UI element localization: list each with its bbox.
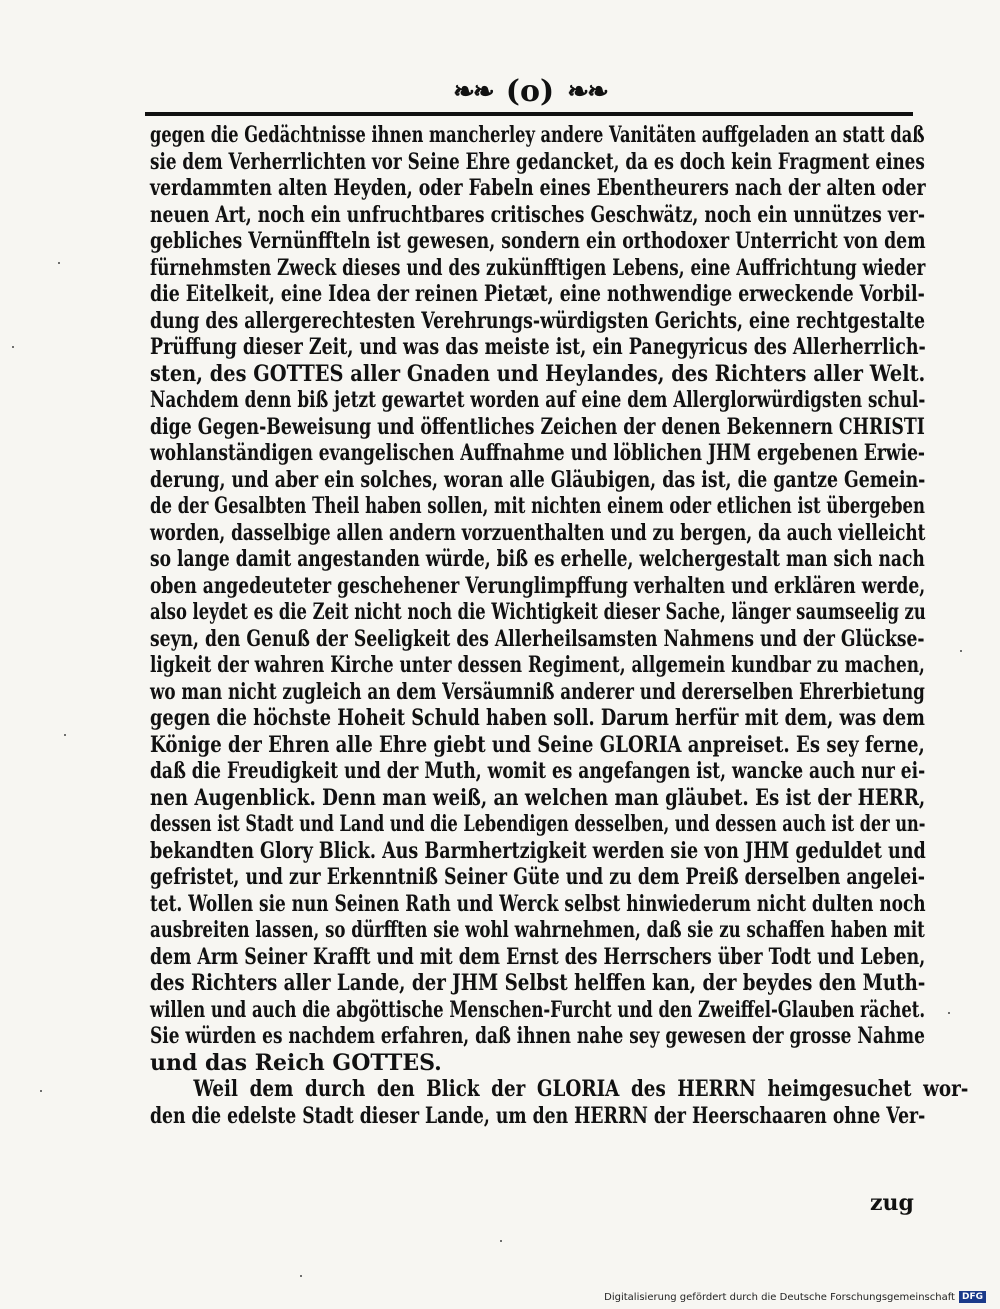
text-line: sten, des GOTTES aller Gnaden und Heylandes, des Richters aller Welt. [150, 360, 926, 387]
text-line: die Eitelkeit, eine Idea der reinen Pietæt, eine nothwendige erweckende Vorbil- [150, 281, 925, 307]
page-header [145, 74, 915, 114]
text-line: gebliches Vernünffteln ist gewesen, sondern ein orthodoxer Unterricht von dem [150, 228, 926, 254]
scan-speck [12, 346, 14, 348]
text-line: wo man nicht zugleich an dem Versäumniß anderer und dererselben Ehrerbietung [150, 678, 925, 705]
text-line: des Richters aller Lande, der JHM Selbst helffen kan, der beydes den Muth- [150, 970, 926, 996]
text-line: gegen die Gedächtnisse ihnen mancherley andere Vanitäten auffgeladen an statt daß [150, 122, 925, 148]
scan-speck [64, 734, 66, 736]
text-line: willen und auch die abgöttische Menschen-Furcht und den Zweiffel-Glauben rächet. [150, 996, 926, 1023]
header-rule [145, 112, 913, 116]
page-mark: (o) [505, 74, 555, 109]
footer-credit: Digitalisierung gefördert durch die Deutsche Forschungsgemeinschaft [604, 1291, 955, 1303]
text-line: Sie würden es nachdem erfahren, daß ihnen nahe sey gewesen der grosse Nahme [150, 1023, 925, 1049]
text-line: neuen Art, noch ein unfruchtbares critisches Geschwätz, noch ein unnützes ver- [150, 201, 925, 228]
text-line: Prüffung dieser Zeit, und was das meiste ist, ein Panegyricus des Allerherrlich- [150, 334, 926, 360]
text-line: also leydet es die Zeit nicht noch die Wichtigkeit dieser Sache, länger saumseelig zu [150, 599, 926, 625]
scan-speck [500, 1240, 502, 1242]
paragraph-end-line: und das Reich GOTTES. [150, 1049, 442, 1076]
scan-speck [300, 1275, 302, 1277]
text-line: wohlanständigen evangelischen Auffnahme und löblichen JHM ergebenen Erwie- [150, 440, 925, 466]
scan-speck [58, 262, 60, 264]
text-line: ligkeit der wahren Kirche unter dessen Regiment, allgemein kundbar zu machen, [150, 652, 925, 678]
scan-speck [960, 650, 962, 652]
text-line: ausbreiten lassen, so dürfften sie wohl wahrnehmen, daß sie zu schaffen haben mit [150, 917, 925, 943]
text-line: dessen ist Stadt und Land und die Lebendigen desselben, und dessen auch ist der un- [150, 811, 926, 837]
text-line: so lange damit angestanden würde, biß es erhelle, welchergestalt man sich nach [150, 546, 925, 572]
header-ornament-right: ❧❧ [567, 76, 607, 107]
text-line: dem Arm Seiner Krafft und mit dem Ernst des Herrschers über Todt und Leben, [150, 943, 926, 970]
text-line: gegen die höchste Hoheit Schuld haben soll. Darum herfür mit dem, was dem [150, 705, 925, 731]
text-line: nen Augenblick. Denn man weiß, an welchen man gläubet. Es ist der HERR, [150, 784, 926, 811]
header-ornament-left: ❧❧ [453, 76, 493, 107]
text-line: sie dem Verherrlichten vor Seine Ehre gedancket, da es doch kein Fragment eines [150, 148, 925, 175]
text-line: seyn, den Genuß der Seeligkeit des Allerheilsamsten Nahmens und der Glückse- [150, 625, 925, 652]
text-line: derung, und aber ein solches, woran alle Gläubigen, das ist, die gantze Gemein- [150, 466, 926, 493]
text-line: daß die Freudigkeit und der Muth, womit es angefangen ist, wancke auch nur ei- [150, 758, 926, 784]
text-line: fürnehmsten Zweck dieses und des zukünfftigen Lebens, eine Auffrichtung wieder [150, 254, 926, 281]
scan-speck [948, 1012, 950, 1014]
text-line: verdammten alten Heyden, oder Fabeln eines Ebentheurers nach der alten oder [150, 175, 926, 201]
text-line: tet. Wollen sie nun Seinen Rath und Werck selbst hinwiederum nicht dulten noch [150, 890, 926, 917]
text-line: gefristet, und zur Erkenntniß Seiner Güte und zu dem Preiß derselben angelei- [150, 864, 925, 890]
scan-speck [40, 1090, 42, 1092]
text-line: dung des allergerechtesten Verehrungs-würdigsten Gerichts, eine rechtgestalte [150, 307, 925, 334]
text-body [150, 122, 969, 1129]
text-line: bekandten Glory Blick. Aus Barmhertzigkeit werden sie von JHM geduldet und [150, 837, 926, 864]
catchword: zug [870, 1190, 914, 1216]
text-line: den die edelste Stadt dieser Lande, um den HERRN der Heerschaaren ohne Ver- [150, 1102, 926, 1129]
text-line: worden, dasselbige allen andern vorzuenthalten und zu bergen, da auch vielleicht [150, 519, 926, 546]
text-line: de der Gesalbten Theil haben sollen, mit nichten einem oder etlichen ist übergeben [150, 493, 925, 519]
text-line: oben angedeuteter geschehener Verunglimpffung verhalten und erklären werde, [150, 572, 926, 599]
paragraph-start-line: Weil dem durch den Blick der GLORIA des HERRN heimgesuchet wor- [193, 1076, 969, 1102]
text-line: Könige der Ehren alle Ehre giebt und Seine GLORIA anpreiset. Es sey ferne, [150, 731, 925, 758]
text-line: dige Gegen-Beweisung und öffentliches Zeichen der denen Bekennern CHRISTI [150, 413, 925, 440]
text-line: Nachdem denn biß jetzt gewartet worden auf eine dem Allerglorwürdigsten schul- [150, 387, 926, 413]
digitization-footer [604, 1291, 986, 1303]
dfg-logo: DFG [959, 1291, 986, 1303]
